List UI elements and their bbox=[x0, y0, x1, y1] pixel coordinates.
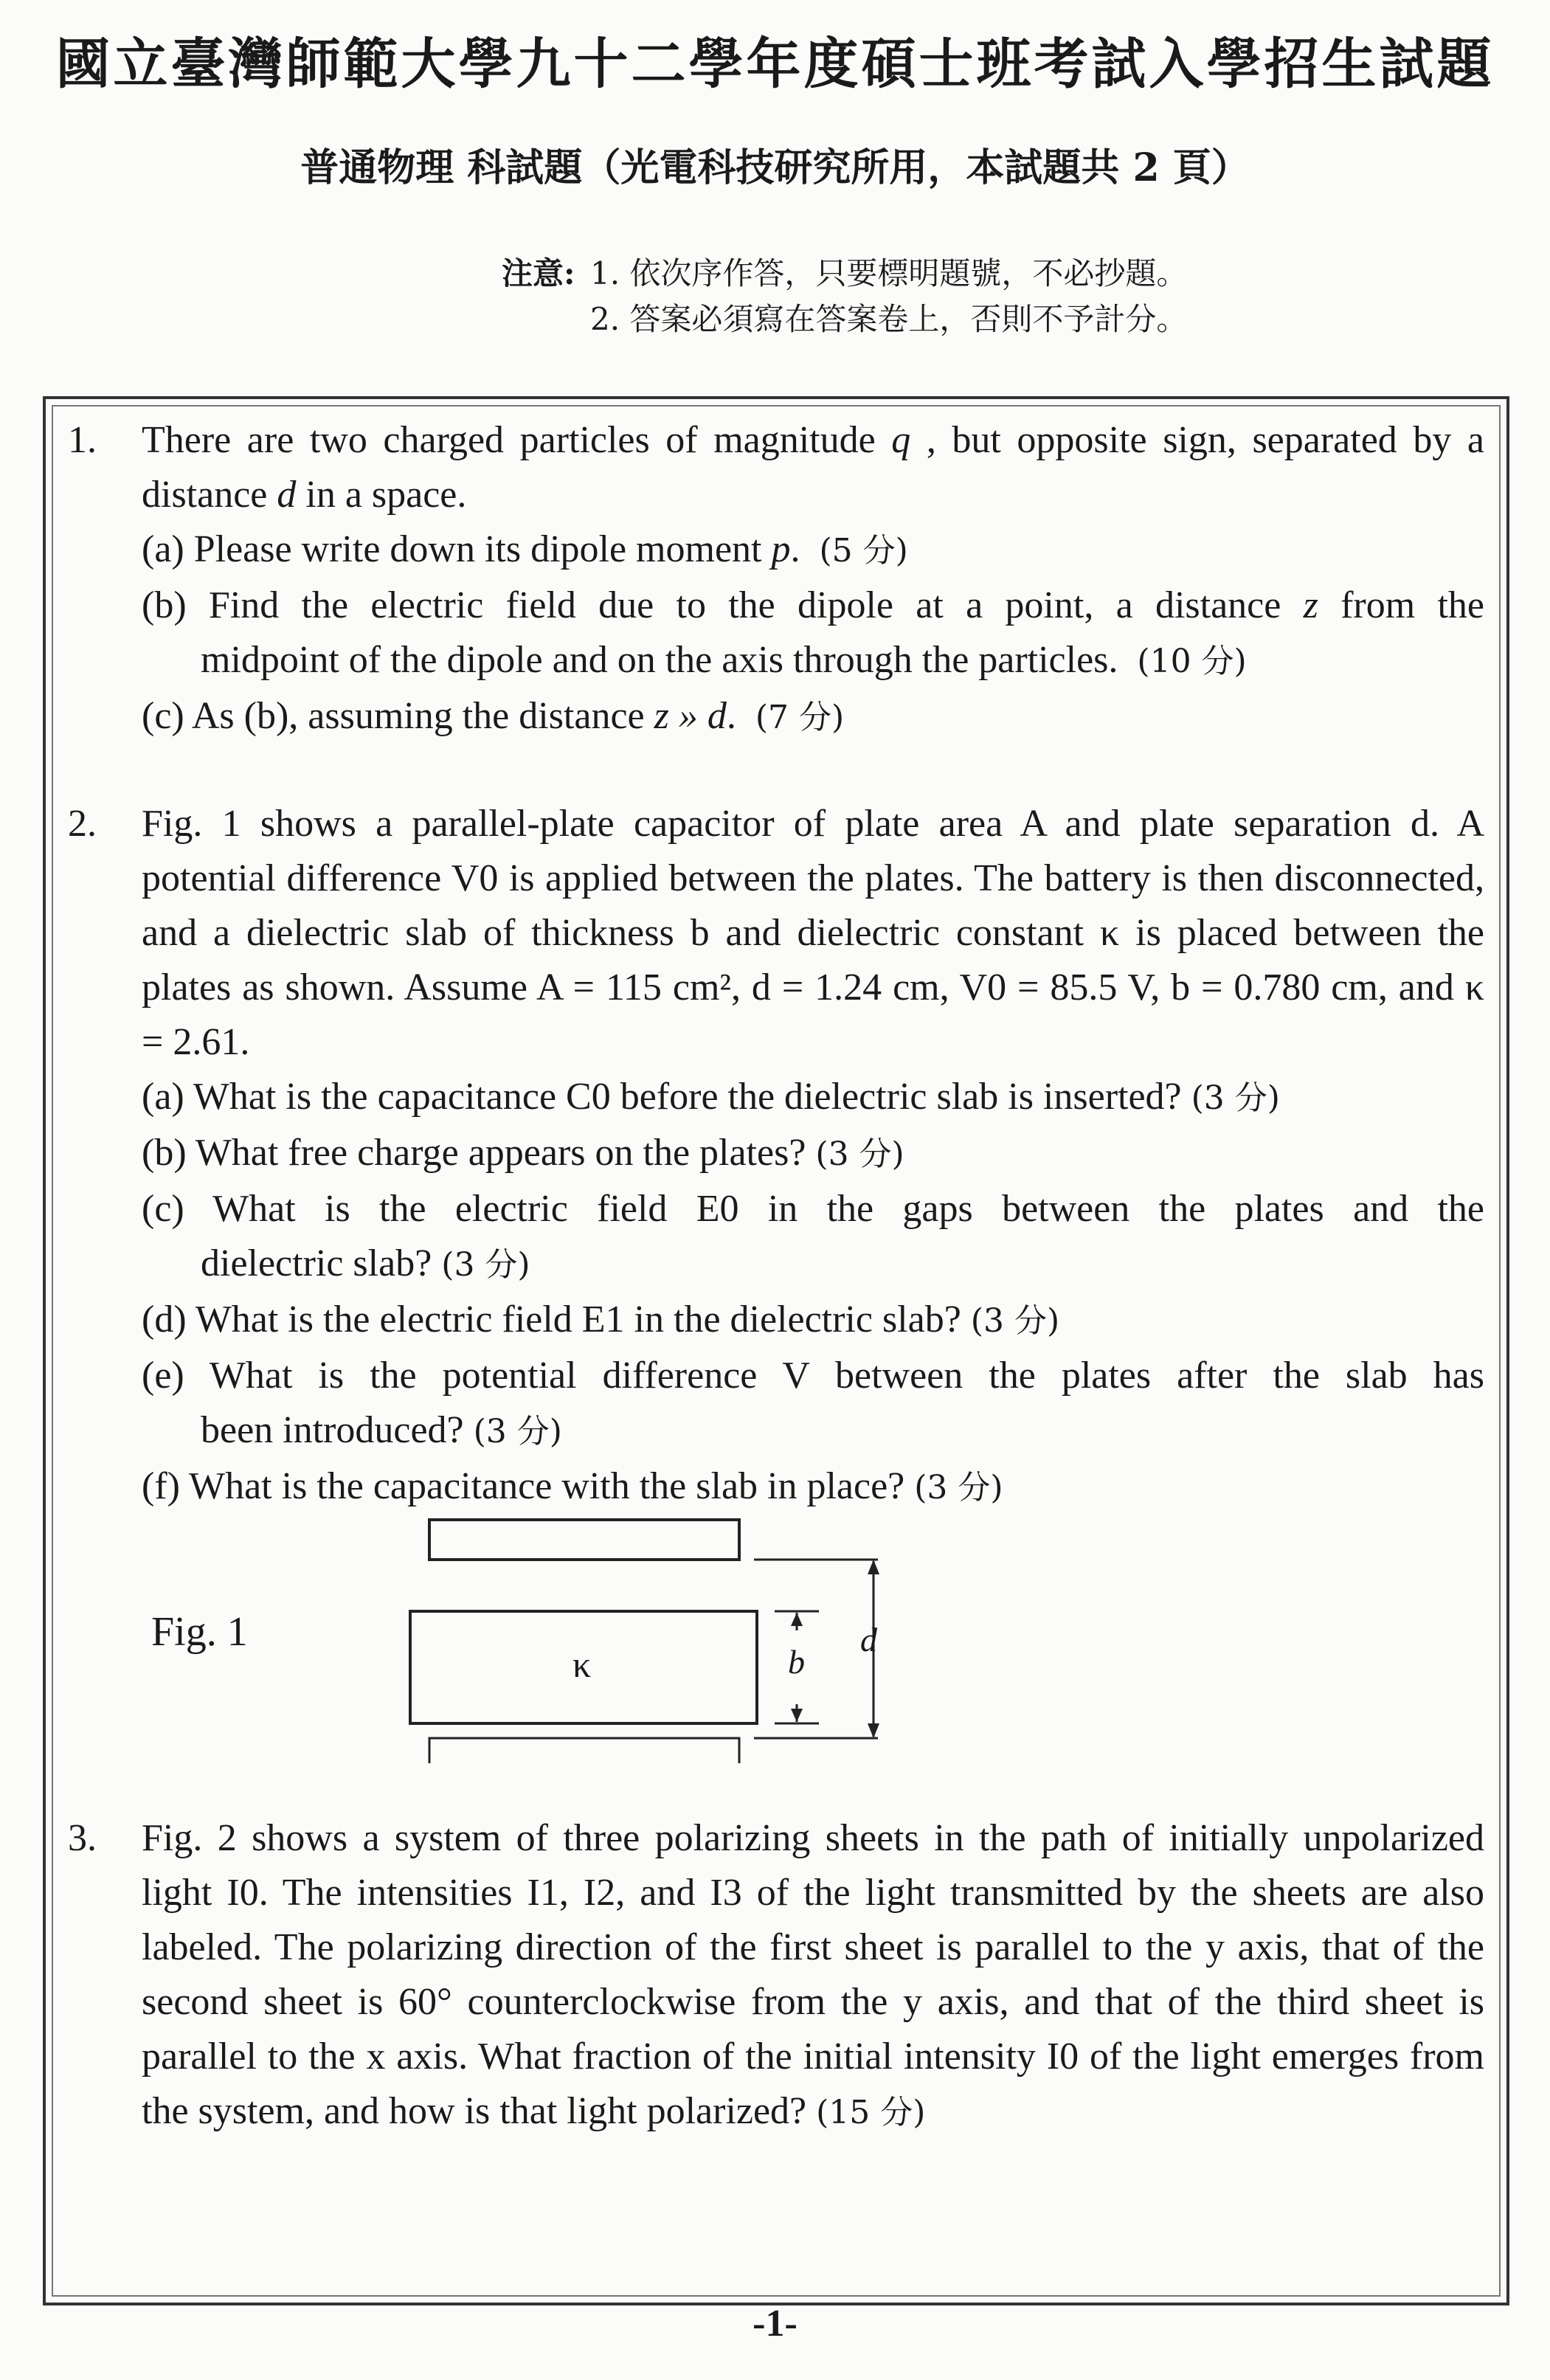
question-2d: (d) What is the electric field E1 in the dielectric slab? (3 分) bbox=[142, 1298, 1060, 1341]
question-1a: (a) Please write down its dipole moment p. (5 分) bbox=[142, 528, 908, 570]
question-2f: (f) What is the capacitance with the slab in place? (3 分) bbox=[142, 1465, 1003, 1507]
top-plate bbox=[429, 1520, 739, 1560]
d-arrow-head-down bbox=[868, 1723, 879, 1738]
exam-subtitle: 普通物理 科試題（光電科技研究所用，本試題共 2 頁） bbox=[300, 145, 1250, 190]
d-arrow-head-up bbox=[868, 1560, 879, 1574]
b-arrow-head-up bbox=[791, 1613, 803, 1626]
score-3: (15 分) bbox=[816, 2094, 926, 2131]
question-2e: (e) What is the potential difference V between the plates after the slab has bbox=[142, 1355, 1484, 1397]
page-number: -1- bbox=[752, 2303, 798, 2345]
question-2c: (c) What is the electric field E0 in the gaps between the plates and the bbox=[142, 1188, 1484, 1230]
note-1: 1. 依次序作答，只要標明題號，不必抄題。 bbox=[590, 255, 1188, 291]
question-3-number: 3. bbox=[68, 1817, 97, 1859]
d-label: d bbox=[860, 1621, 877, 1658]
question-3 bbox=[68, 1811, 1484, 2140]
question-2c-cont: dielectric slab? (3 分) bbox=[201, 1242, 530, 1284]
question-1-intro: There are two charged particles of magnitude q , but opposite sign, separated by a distance d in a space. bbox=[142, 419, 1484, 516]
question-3-text: Fig. 2 shows a system of three polarizing sheets in the path of initially unpolarized light I0. The intensities I1, I2, and I3 of the light transmitted by the sheets are also labeled. The polarizing direction of the first sheet is parallel to the y axis, that of the second sheet is 60° counterclockwise from the y axis, and that of the third sheet is parallel to the x axis. What fraction of the initial intensity I0 of the light emerges from the system, and how is that light polarized? (15 分) bbox=[142, 1817, 1484, 2132]
score-1b: (10 分) bbox=[1137, 643, 1247, 680]
question-1b: (b) Find the electric field due to the dipole at a point, a distance z from the bbox=[142, 584, 1484, 626]
kappa-label: κ bbox=[572, 1644, 592, 1685]
question-1b-cont: midpoint of the dipole and on the axis through the particles. (10 分) bbox=[201, 639, 1247, 681]
score-1a: (5 分) bbox=[819, 532, 908, 570]
question-1-number: 1. bbox=[68, 419, 97, 461]
notes-label: 注意: bbox=[502, 255, 575, 291]
question-2-intro: Fig. 1 shows a parallel-plate capacitor of plate area A and plate separation d. A potential difference V0 is applied between the plates. The battery is then disconnected, and a dielectric slab of thickness b and dielectric constant κ is placed between the plates as shown. Assume A = 115 cm², d = 1.24 cm, V0 = 85.5 V, b = 0.780 cm, and κ = 2.61. bbox=[142, 803, 1484, 1063]
question-2e-cont: been introduced? (3 分) bbox=[201, 1409, 562, 1451]
note-2: 2. 答案必須寫在答案卷上，否則不予計分。 bbox=[590, 301, 1188, 337]
question-1 bbox=[68, 413, 1484, 745]
figure-1 bbox=[0, 1498, 1550, 1763]
question-2a: (a) What is the capacitance C0 before the dielectric slab is inserted? (3 分) bbox=[142, 1076, 1280, 1118]
question-2-number: 2. bbox=[68, 803, 97, 845]
question-2b: (b) What free charge appears on the plates? (3 分) bbox=[142, 1132, 904, 1174]
instructions bbox=[502, 251, 1187, 342]
b-label: b bbox=[788, 1643, 805, 1681]
bottom-plate bbox=[429, 1738, 739, 1763]
question-1c: (c) As (b), assuming the distance z » d. (7 分) bbox=[142, 695, 845, 737]
score-1c: (7 分) bbox=[755, 699, 845, 736]
figure-1-caption: Fig. 1 bbox=[151, 1609, 248, 1655]
b-arrow-head-down bbox=[791, 1709, 803, 1722]
question-2 bbox=[68, 797, 1484, 1515]
exam-title: 國立臺灣師範大學九十二學年度碩士班考試入學招生試題 bbox=[55, 32, 1495, 96]
